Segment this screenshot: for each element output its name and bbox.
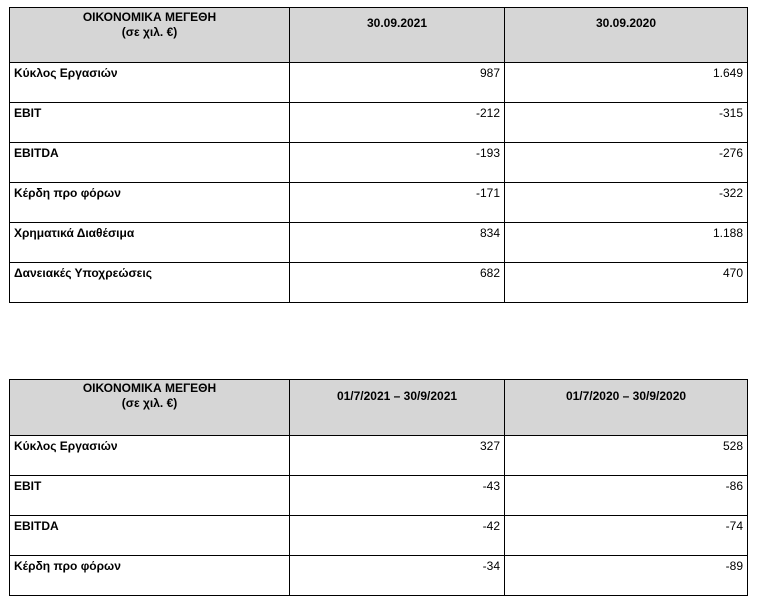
row-value-current: -43 — [290, 476, 505, 516]
header-label-cell — [10, 8, 290, 63]
table-row — [10, 103, 748, 143]
financials-table-annual — [9, 7, 748, 303]
row-value-current: -193 — [290, 143, 505, 183]
table-row — [10, 556, 748, 596]
table-row — [10, 476, 748, 516]
row-label: EBIT — [10, 103, 290, 143]
table-row — [10, 436, 748, 476]
header-label-title: ΟΙΚΟΝΟΜΙΚΑ ΜΕΓΕΘΗ — [82, 381, 217, 395]
row-value-previous: -86 — [505, 476, 748, 516]
row-label: EBIT — [10, 476, 290, 516]
header-column-q3-2020: 01/7/2020 – 30/9/2020 — [505, 380, 748, 436]
row-value-previous: -276 — [505, 143, 748, 183]
header-label-unit: (σε χιλ. €) — [121, 396, 178, 410]
row-label: Δανειακές Υποχρεώσεις — [10, 263, 290, 303]
row-value-current: 327 — [290, 436, 505, 476]
row-value-previous: 470 — [505, 263, 748, 303]
row-label: EBITDA — [10, 516, 290, 556]
row-value-previous: -74 — [505, 516, 748, 556]
table-row — [10, 143, 748, 183]
row-value-previous: -89 — [505, 556, 748, 596]
header-column-2021: 30.09.2021 — [290, 8, 505, 63]
row-label: Κύκλος Εργασιών — [10, 436, 290, 476]
table-row — [10, 63, 748, 103]
header-column-2020: 30.09.2020 — [505, 8, 748, 63]
header-label-cell — [10, 380, 290, 436]
row-value-current: -34 — [290, 556, 505, 596]
row-label: Χρηματικά Διαθέσιμα — [10, 223, 290, 263]
table-header-row — [10, 380, 748, 436]
table-header-row — [10, 8, 748, 63]
financials-table-quarter — [9, 379, 748, 596]
header-label-title: ΟΙΚΟΝΟΜΙΚΑ ΜΕΓΕΘΗ — [82, 10, 217, 24]
row-value-previous: 1.649 — [505, 63, 748, 103]
row-value-current: -171 — [290, 183, 505, 223]
row-label: Κέρδη προ φόρων — [10, 556, 290, 596]
header-column-q3-2021: 01/7/2021 – 30/9/2021 — [290, 380, 505, 436]
row-value-previous: -322 — [505, 183, 748, 223]
row-value-current: 682 — [290, 263, 505, 303]
table-row — [10, 516, 748, 556]
table-row — [10, 183, 748, 223]
row-value-current: -42 — [290, 516, 505, 556]
row-value-current: -212 — [290, 103, 505, 143]
row-label: Κέρδη προ φόρων — [10, 183, 290, 223]
row-value-current: 834 — [290, 223, 505, 263]
row-label: EBITDA — [10, 143, 290, 183]
row-value-previous: 1.188 — [505, 223, 748, 263]
table-row — [10, 263, 748, 303]
header-label-unit: (σε χιλ. €) — [121, 25, 178, 39]
row-label: Κύκλος Εργασιών — [10, 63, 290, 103]
row-value-current: 987 — [290, 63, 505, 103]
table-row — [10, 223, 748, 263]
row-value-previous: -315 — [505, 103, 748, 143]
row-value-previous: 528 — [505, 436, 748, 476]
